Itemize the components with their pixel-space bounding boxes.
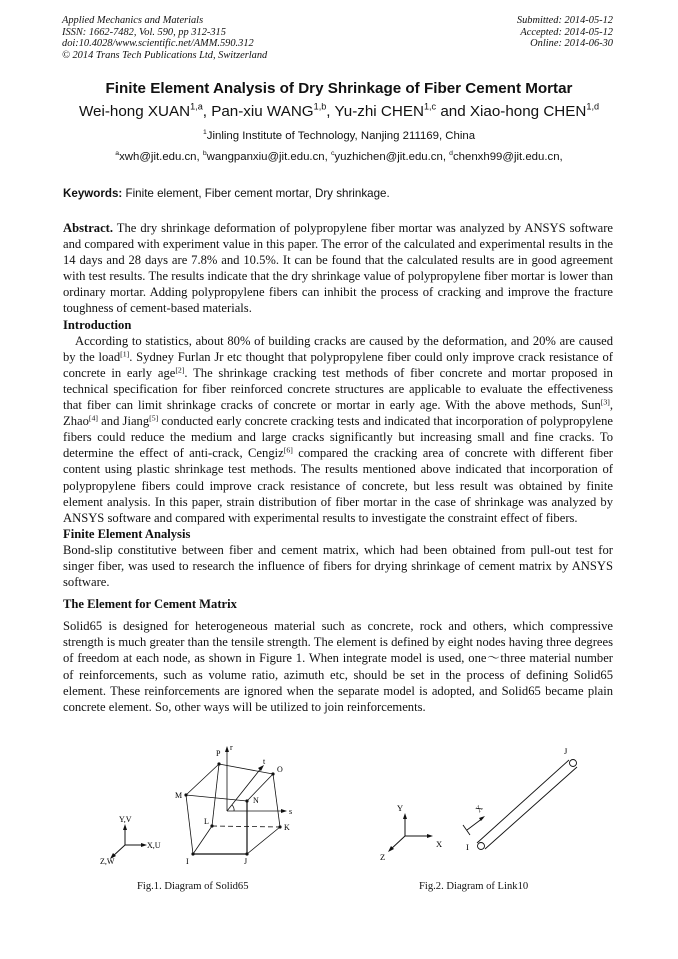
author-name: Yu-zhi CHEN [334,103,424,120]
element-paragraph: Solid65 is designed for heterogeneous material such as concrete, rock and others, which compressive strength is much greater than the tensile strength. The element is defined by eight nodes having three degrees of freedom at each node, as shown in Figure 1. When integrate model is used, one～three material number of reinforcements, such as volume ratio, azimuth etc, should be set in the process of defining Solid65 element. These reinforcements are ignored when the separate model is adopted, and Solid65 became plain concrete element. So, other ways will be utilized to join reinforcements. [63,619,613,714]
node-label-l: L [204,817,209,826]
journal-name: Applied Mechanics and Materials [62,15,204,26]
author-sup: 1,c [423,101,437,112]
citation[interactable]: [2] [175,365,185,375]
citation[interactable]: [3] [600,397,610,407]
issn: ISSN: 1662-7482, Vol. 590, pp 312-315 [62,26,226,38]
axis-label-z: Z [380,852,386,862]
author-name: Pan-xiu WANG [211,103,314,120]
copyright: © 2014 Trans Tech Publications Ltd, Switzerland [62,49,268,61]
author-sup: 1,d [586,101,600,112]
node-label-o: O [277,765,283,774]
section-heading-introduction: Introduction [63,317,132,332]
citation[interactable]: [1] [120,349,130,359]
email-link[interactable]: xwh@jit.edu.cn, [119,151,200,163]
author-name: Wei-hong XUAN [78,103,191,120]
paper-title: Finite Element Analysis of Dry Shrinkage of Fiber Cement Mortar [105,80,573,97]
introduction-paragraph: According to statistics, about 80% of building cracks are caused by the deformation, and 20% are caused by the load[1]. Sydney Furlan Jr etc thought that polypropylene fiber could only improve crack resistance of concrete in early age[2]. The shrinkage cracking test methods of fiber concrete and mortar proposed in technical specification for fiber reinforced concrete structures are applicable to evaluate the effectiveness that fiber can limit shrinkage cracks of concrete or mortar in early age. With the above methods, Sun[3], Zhao[4] and Jiang[5] conducted early concrete cracking tests and indicated that incorporation of polypropylene fibers could reduce the medium and large cracks significantly but increasing small and fine cracks. To determine the effect of anti-crack, Cengiz[6] compared the cracking area of concrete with different fiber content using plastic shrinkage test methods. The results mentioned above indicated that incorporation of polypropylene fibers could improve crack resistance of concrete, but less result was obtained by finite element analysis. In this paper, strain distribution of fiber mortar in the case of shrinkage was analyzed by ANSYS software and compared with experimental results to investigate the constraint effect of fibers. [63,333,613,525]
citation[interactable]: [4] [88,413,98,423]
node-label-k: K [284,823,290,832]
axis-label-y: Y,V [119,815,132,824]
journal-info [62,15,267,61]
citation[interactable]: [6] [283,445,293,455]
node-label-i: I [186,857,189,866]
figure2-caption: Fig.2. Diagram of Link10 [419,881,529,892]
node-label-m: M [175,791,183,800]
node-label-p: P [216,749,221,758]
axis-label-y: Y [397,803,404,813]
figure-link10-diagram [360,740,600,870]
body-text [63,220,613,715]
abstract [63,220,613,317]
abstract-text: The dry shrinkage deformation of polypropylene fiber mortar was analyzed by ANSYS software and compared with experiment value in this paper. The error of the calculated and experimental results in the 14 days and 28 days are 7.8% and 10.5%. It can be found that the calculated results are in good agreement with test results. The results indicate that the dry shrinkage value of polypropylene fiber mortar is lower than ordinary mortar. Adding polypropylene fibers can inhibit the process of cracking and improve the fracture toughness of cement-based materials. [63,221,613,316]
author-name: Xiao-hong CHEN [469,103,587,120]
local-axis-t: t [263,757,266,766]
figure1-caption: Fig.1. Diagram of Solid65 [137,881,249,892]
keywords [63,187,390,200]
author-list: Wei-hong XUAN$^{1,a}$, Pan-xiu WANG$^{1,b}$, Yu-zhi CHEN$^{1,c}$ and Xiao-hong CHEN$^{1,d}$ [78,101,600,120]
keywords-label: Keywords: [63,187,123,200]
email-link[interactable]: chenxh99@jit.edu.cn, [452,151,563,163]
local-axis-r: r [230,743,233,752]
email-link[interactable]: wangpanxiu@jit.edu.cn, [206,151,328,163]
dates-info [517,15,613,50]
node-label-i: I [466,842,469,852]
affiliation: $^1$Jinling Institute of Technology, Nanjing 211169, China [202,129,476,142]
doi: doi:10.4028/www.scientific.net/AMM.590.312 [62,38,254,50]
node-label-n: N [253,796,259,805]
online-date: Online: 2014-06-30 [530,38,613,50]
submitted-date: Submitted: 2014-05-12 [516,15,613,26]
email-link[interactable]: yuzhichen@jit.edu.cn, [334,151,446,163]
node-label-j: J [244,857,248,866]
axis-label-x: X,U [147,841,161,850]
local-axis-x: X [473,802,485,815]
fea-paragraph: Bond-slip constitutive between fiber and cement matrix, which had been obtained from pull-out test for singer fiber, was used to research the influence of fibers for drying shrinkage of cement matrix by ANSYS software. [63,542,613,590]
email-list: $^a$xwh@jit.edu.cn, $^b$wangpanxiu@jit.edu.cn, $^c$yuzhichen@jit.edu.cn, $^d$chenxh99@jit.edu.cn, [115,150,563,163]
axis-label-z: Z,W [100,857,115,866]
abstract-label: Abstract. [63,221,114,235]
citation[interactable]: [5] [149,413,159,423]
author-sup: 1,b [313,101,327,112]
figure-solid65-diagram [90,740,320,880]
section-heading-fea: Finite Element Analysis [63,526,191,541]
section-heading-element: The Element for Cement Matrix [63,597,237,612]
author-sup: 1,a [190,101,203,112]
accepted-date: Accepted: 2014-05-12 [520,26,613,38]
node-label-j: J [564,746,568,756]
local-axis-s: s [289,807,293,816]
keywords-text: Finite element, Fiber cement mortar, Dry shrinkage. [125,187,390,200]
axis-label-x: X [436,839,443,849]
